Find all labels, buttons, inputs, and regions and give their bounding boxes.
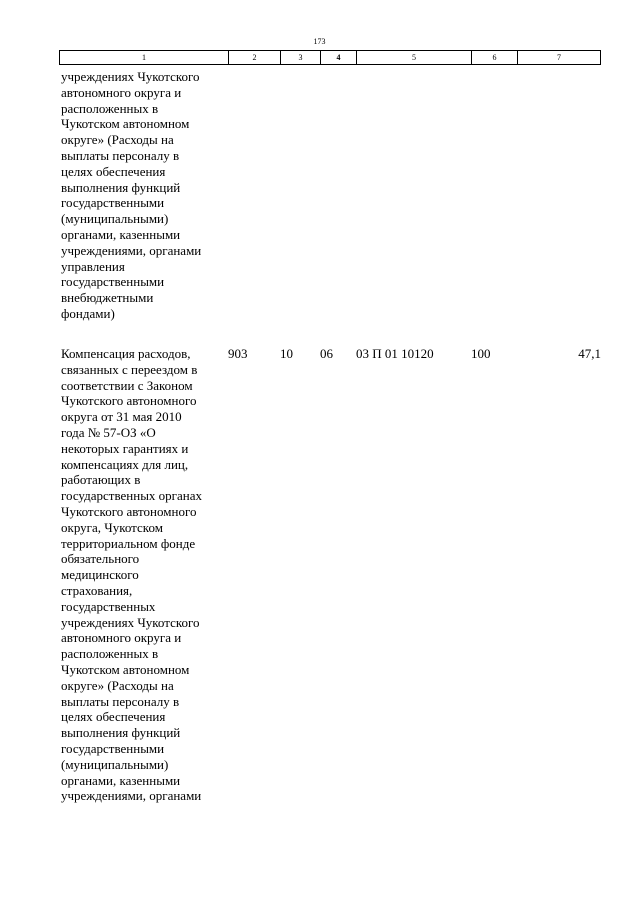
column-header-3: 3	[281, 51, 321, 65]
expense-type-code: 100	[471, 346, 491, 361]
row-name: учреждениях Чукотского автономного округа и расположенных в Чукотском автономном округе» (Расходы на выплаты персоналу в целях обеспечения выполнения функций государственными (муниципальными) органами, казенными учреждениями, органами управления государственными внебюджетными фондами)	[61, 69, 202, 321]
ministry-code: 903	[228, 346, 248, 361]
column-header-1: 1	[60, 51, 229, 65]
amount-value: 47,1	[578, 346, 601, 361]
column-header-7: 7	[518, 51, 601, 65]
column-header-4: 4	[321, 51, 357, 65]
target-article-code: 03 П 01 10120	[356, 346, 434, 361]
column-header-2: 2	[229, 51, 281, 65]
column-header-5: 5	[357, 51, 472, 65]
subsection-code: 06	[320, 346, 333, 361]
row-name: Компенсация расходов, связанных с переездом в соответствии с Законом Чукотского автономного округа от 31 мая 2010 года № 57-ОЗ «О некоторых гарантиях и компенсациях для лиц, работающих в государственных органах Чукотского автономного округа, Чукотском территориальном фонде обязательного медицинского страхования, государственных учреждениях Чукотского автономного округа и расположенных в Чукотском автономном округе» (Расходы на выплаты персоналу в целях обеспечения выполнения функций государственными (муниципальными) органами, казенными учреждениями, органами	[61, 346, 203, 804]
column-header-table	[59, 50, 601, 65]
section-code: 10	[280, 346, 293, 361]
page-number: 173	[313, 37, 326, 46]
column-header-6: 6	[472, 51, 518, 65]
column-header-row	[60, 51, 601, 65]
